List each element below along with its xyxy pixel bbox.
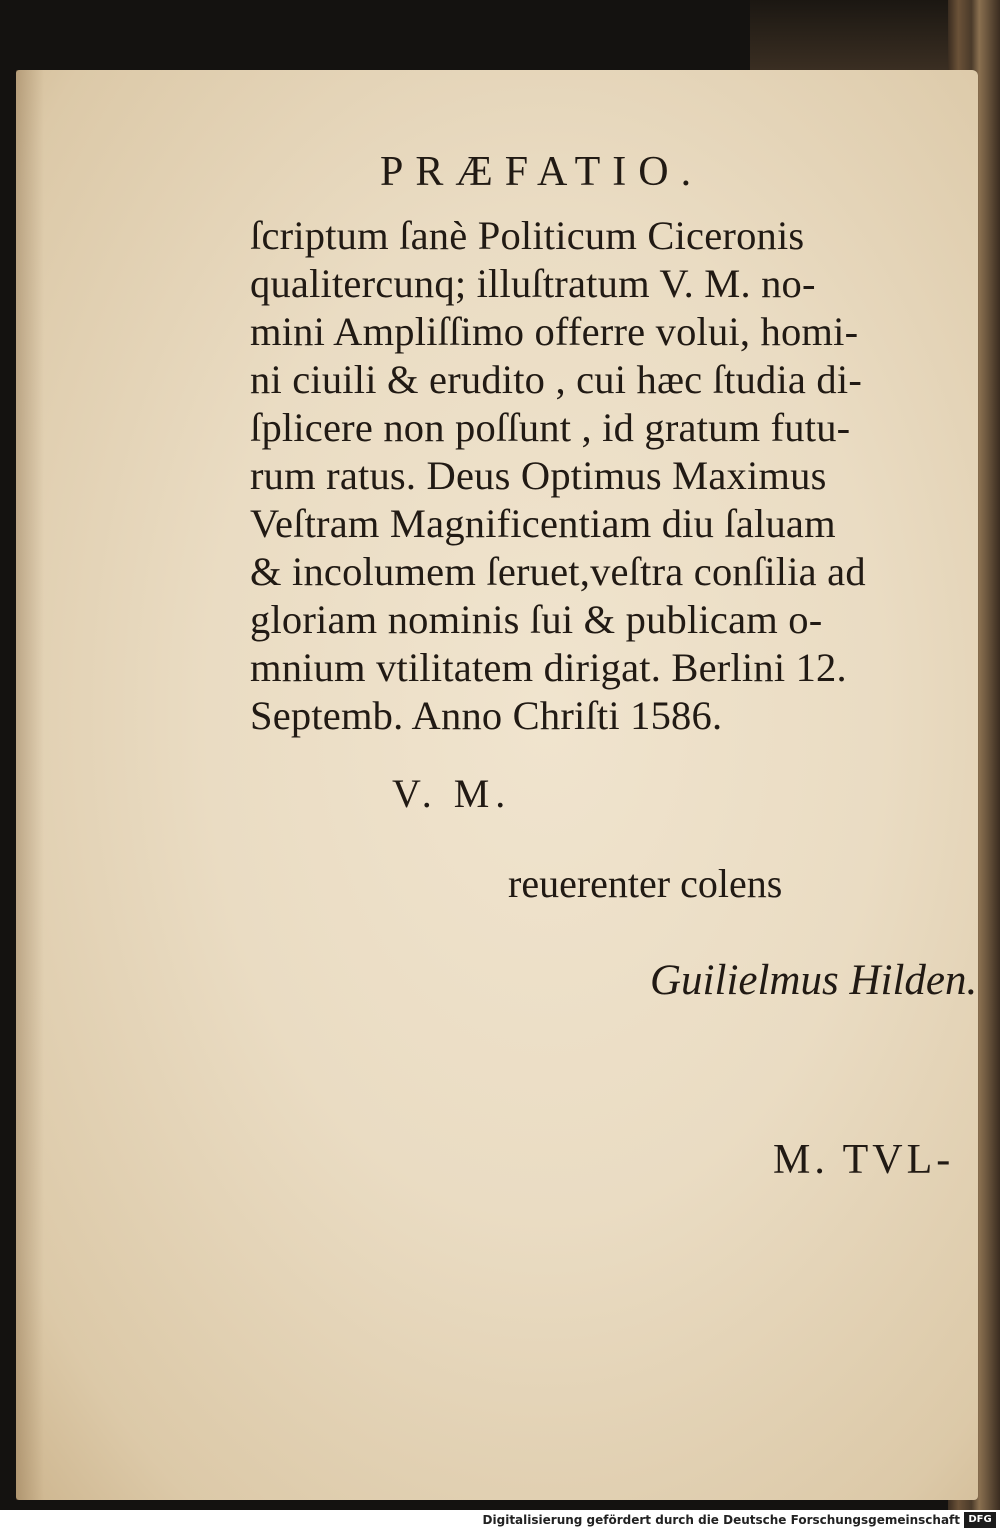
author-signature: Guilielmus Hilden. (650, 957, 978, 1004)
body-line: mnium vtilitatem dirigat. Berlini 12. (250, 645, 847, 690)
funding-credit: Digitalisierung gefördert durch die Deutsche Forschungsgemeinschaft (482, 1513, 960, 1527)
body-line: & incolumem ſeruet,veſtra conſilia ad (250, 549, 866, 594)
body-line: rum ratus. Deus Optimus Maximus (250, 453, 827, 498)
body-line: qualitercunq; illuſtratum V. M. no- (250, 261, 816, 306)
catchword: M. TVL- (773, 1137, 955, 1183)
dfg-logo: DFG (964, 1512, 996, 1528)
gutter-shadow (16, 70, 44, 1500)
running-head: PRÆFATIO. (380, 149, 704, 195)
body-line: ſcriptum ſanè Politicum Ciceronis (250, 213, 805, 258)
body-line: Septemb. Anno Chriſti 1586. (250, 693, 723, 738)
body-line: ni ciuili & erudito , cui hæc ſtudia di- (250, 357, 863, 402)
body-line: Veſtram Magnificentiam diu ſaluam (250, 501, 836, 546)
body-line: gloriam nominis ſui & publicam o- (250, 597, 823, 642)
closing-addressee: V. M. (392, 771, 512, 816)
digitization-footer (0, 1510, 1000, 1532)
body-line: ſplicere non poſſunt , id gratum futu- (250, 405, 851, 450)
body-line: mini Ampliſſimo offerre volui, homi- (250, 309, 859, 354)
closing-phrase: reuerenter colens (508, 861, 783, 906)
